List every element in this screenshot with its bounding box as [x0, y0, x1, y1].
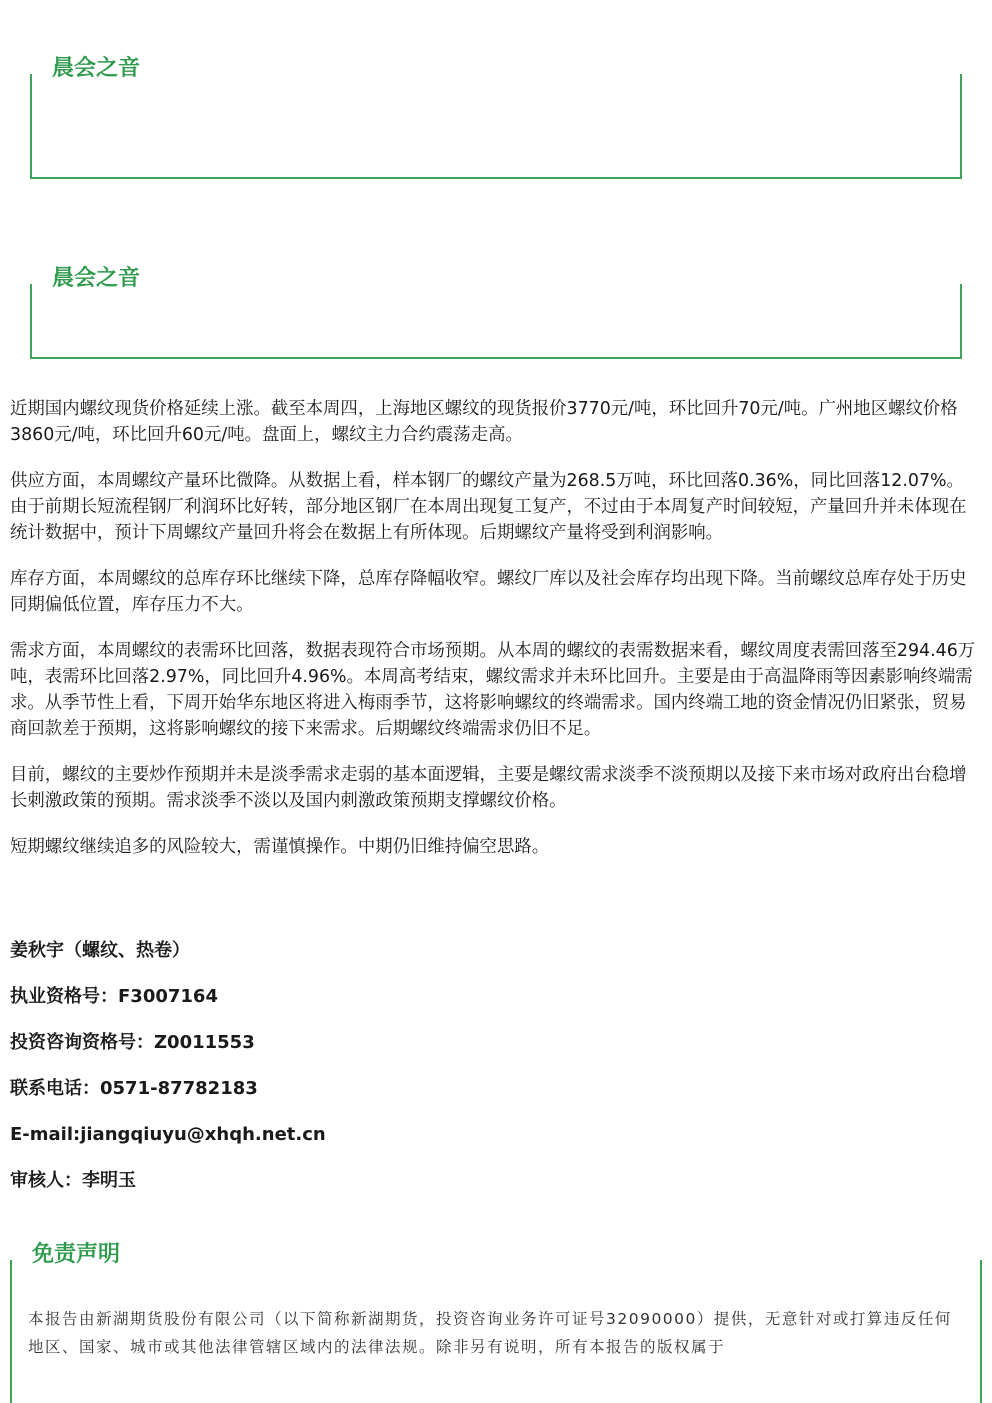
article-paragraph: 短期螺纹继续追多的风险较大，需谨慎操作。中期仍旧维持偏空思路。	[10, 837, 550, 857]
author-license: 执业资格号：F3007164	[10, 986, 218, 1007]
author-reviewer: 审核人：李明玉	[10, 1170, 136, 1191]
article-paragraph: 库存方面，本周螺纹的总库存环比继续下降，总库存降幅收窄。螺纹厂库以及社会库存均出现下降。当前螺纹总库存处于历史同期偏低位置，库存压力不大。	[10, 569, 967, 615]
article-body	[10, 396, 978, 880]
author-name: 姜秋宇（螺纹、热卷）	[10, 940, 190, 961]
author-email[interactable]: E-mail:jiangqiuyu@xhqh.net.cn	[10, 1124, 326, 1145]
article-paragraph: 目前，螺纹的主要炒作预期并未是淡季需求走弱的基本面逻辑，主要是螺纹需求淡季不淡预期以及接下来市场对政府出台稳增长刺激政策的预期。需求淡季不淡以及国内刺激政策预期支撑螺纹价格。	[10, 765, 967, 811]
disclaimer-title: 免责声明	[26, 1241, 126, 1269]
article-paragraph: 需求方面，本周螺纹的表需环比回落，数据表现符合市场预期。从本周的螺纹的表需数据来看，螺纹周度表需回落至294.46万吨，表需环比回落2.97%，同比回升4.96%。本周高考结束，螺纹需求并未环比回升。主要是由于高温降雨等因素影响终端需求。从季节性上看，下周开始华东地区将进入梅雨季节，这将影响螺纹的终端需求。国内终端工地的资金情况仍旧紧张，贸易商回款差于预期，这将影响螺纹的接下来需求。后期螺纹终端需求仍旧不足。	[10, 641, 976, 739]
author-phone: 联系电话：0571-87782183	[10, 1078, 258, 1099]
author-consult-license: 投资咨询资格号：Z0011553	[10, 1032, 255, 1053]
section-title-1: 晨会之音	[46, 55, 146, 83]
author-info	[10, 938, 978, 1214]
article-paragraph: 供应方面，本周螺纹产量环比微降。从数据上看，样本钢厂的螺纹产量为268.5万吨，环比回落0.36%，同比回落12.07%。由于前期长短流程钢厂利润环比好转，部分地区钢厂在本周出现复工复产，不过由于本周复产时间较短，产量回升并未体现在统计数据中，预计下周螺纹产量回升将会在数据上有所体现。后期螺纹产量将受到利润影响。	[10, 471, 967, 543]
disclaimer-text: 本报告由新湖期货股份有限公司（以下简称新湖期货，投资咨询业务许可证号32090000）提供，无意针对或打算违反任何地区、国家、城市或其他法律管辖区域内的法律法规。除非另有说明，所有本报告的版权属于	[28, 1310, 952, 1356]
article-paragraph: 近期国内螺纹现货价格延续上涨。截至本周四，上海地区螺纹的现货报价3770元/吨，环比回升70元/吨。广州地区螺纹价格3860元/吨，环比回升60元/吨。盘面上，螺纹主力合约震荡走高。	[10, 399, 958, 445]
section-title-2: 晨会之音	[46, 265, 146, 293]
section-box-1	[30, 74, 962, 179]
section-box-2	[30, 284, 962, 359]
